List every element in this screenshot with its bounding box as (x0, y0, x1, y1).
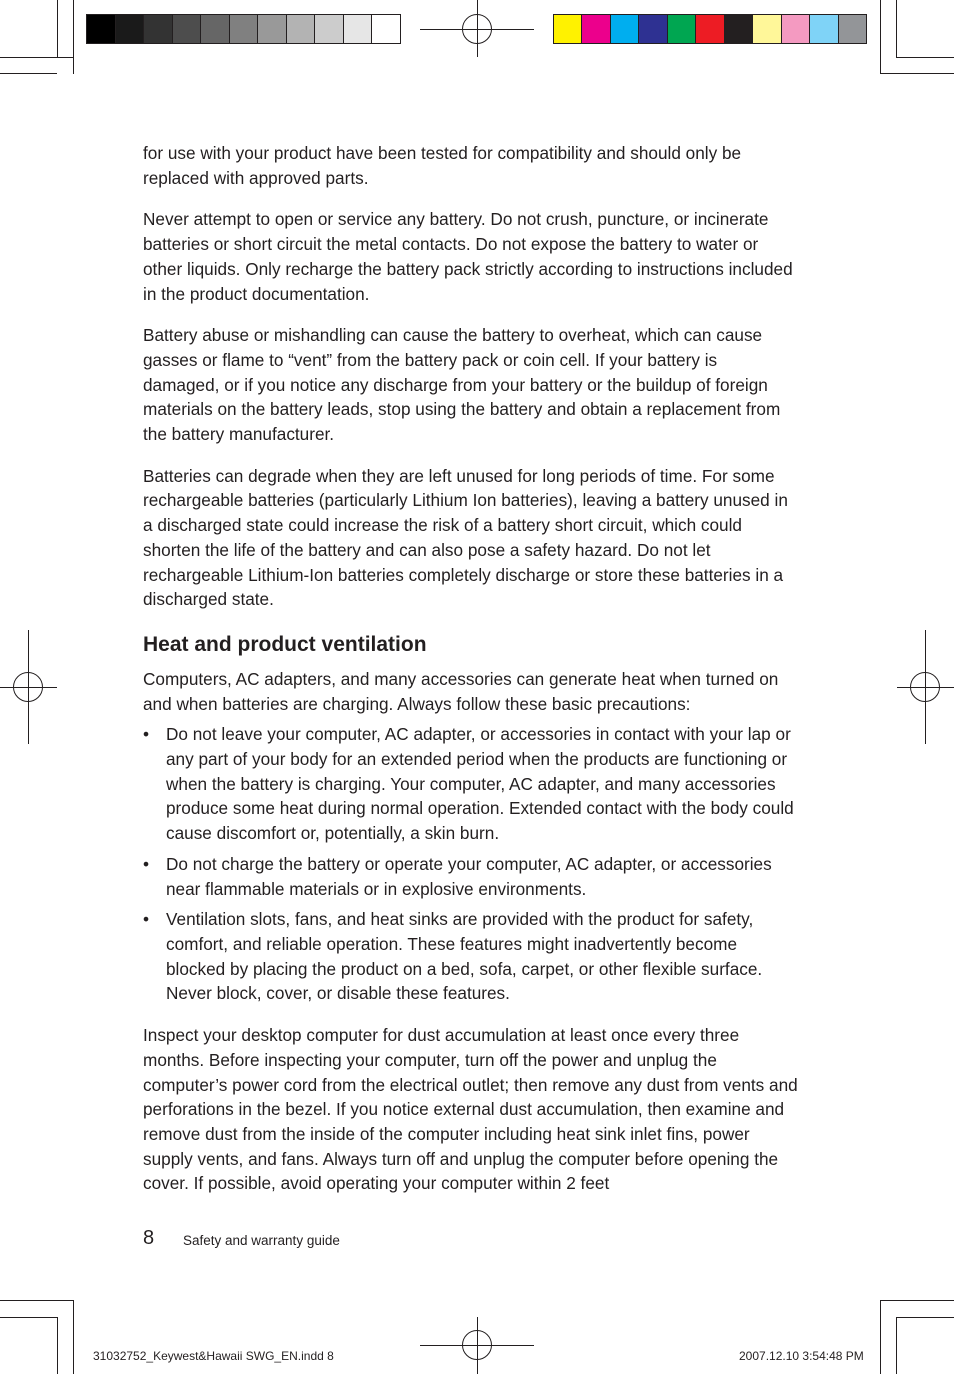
color-swatch (611, 15, 639, 43)
color-swatch (554, 15, 582, 43)
crop-mark (73, 0, 74, 74)
crop-mark (896, 1317, 954, 1318)
crop-mark (57, 0, 58, 57)
crop-mark (73, 1300, 74, 1374)
color-swatch (315, 15, 344, 43)
crop-mark (0, 1317, 57, 1318)
color-swatch (144, 15, 173, 43)
crop-mark (880, 1300, 881, 1374)
paragraph: Batteries can degrade when they are left unused for long periods of time. For some rechargeable batteries (particularly Lithium Ion batteries), leaving a battery unused in a discharged state could increase the risk of a battery short circuit, which could shorten the life of the battery and can also pose a safety hazard. Do not let rechargeable Lithium-Ion batteries completely discharge or store these batteries in a discharged state. (143, 465, 788, 610)
crop-mark (880, 73, 954, 74)
slug-timestamp: 2007.12.10 3:54:48 PM (739, 1349, 864, 1363)
color-swatch (782, 15, 810, 43)
paragraph: Never attempt to open or service any battery. Do not crush, puncture, or incinerate batteries or short circuit the metal contacts. Do not expose the battery to water or other liquids. Only recharge the battery pack strictly according to instructions included in the product documentation. (143, 209, 793, 304)
list-item-text: Ventilation slots, fans, and heat sinks are provided with the product for safety, comfort, and reliable operation. These features might inadvertently become blocked by placing the product on a bed, sofa, carpet, or other flexible surface. Never block, cover, or disable these features. (166, 909, 763, 1004)
color-swatch (582, 15, 610, 43)
color-swatch (287, 15, 316, 43)
color-swatch (753, 15, 781, 43)
color-swatch (668, 15, 696, 43)
bullet-icon: • (143, 853, 150, 874)
bullet-icon: • (143, 724, 150, 745)
bullet-icon: • (143, 909, 150, 930)
color-swatch (839, 15, 866, 43)
color-swatch (201, 15, 230, 43)
crop-mark (896, 0, 897, 57)
color-swatch (639, 15, 667, 43)
page-number: 8 (143, 1227, 155, 1249)
color-swatch (173, 15, 202, 43)
paragraph: Inspect your desktop computer for dust accumulation at least once every three months. Before inspecting your computer, turn off the power and unplug the computer’s power cord from the electrical outlet; then remove any dust from vents and perforations in the bezel. If you notice external dust accumulation, then examine and remove dust from the inside of the computer including heat sink inlet fins, power supply vents, and fans. Always turn off and unplug the computer before opening the cover. If possible, avoid operating your computer within 2 feet (143, 1025, 798, 1194)
color-swatch (230, 15, 259, 43)
color-swatch (116, 15, 145, 43)
slug-filename: 31032752_Keywest&Hawaii SWG_EN.indd 8 (93, 1349, 334, 1363)
color-swatch (87, 15, 116, 43)
crop-mark (0, 73, 57, 74)
list-item (143, 907, 798, 1006)
crop-mark (57, 1317, 58, 1374)
section-heading: Heat and product ventilation (143, 632, 427, 656)
color-swatch (810, 15, 838, 43)
color-swatch (696, 15, 724, 43)
color-swatch (344, 15, 373, 43)
crop-mark (880, 1300, 954, 1301)
list-item (143, 852, 798, 901)
footer-title: Safety and warranty guide (183, 1233, 340, 1248)
crop-mark (896, 57, 954, 58)
precautions-list (143, 722, 798, 1006)
list-item (143, 722, 798, 846)
page-content (143, 141, 798, 1213)
color-swatch (372, 15, 400, 43)
grayscale-color-bar (86, 14, 401, 44)
crop-mark (896, 1317, 897, 1374)
paragraph: Battery abuse or mishandling can cause the battery to overheat, which can cause gasses or flame to “vent” from the battery pack or coin cell. If your battery is damaged, or if you notice any discharge from your battery or the buildup of foreign materials on the battery leads, stop using the battery and obtain a replacement from the battery manufacturer. (143, 325, 781, 445)
crop-mark (0, 57, 74, 58)
process-color-bar (553, 14, 867, 44)
section-intro: Computers, AC adapters, and many accessories can generate heat when turned on and when batteries are charging. Always follow these basic precautions: (143, 668, 779, 714)
list-item-text: Do not leave your computer, AC adapter, or accessories in contact with your lap or any part of your body for an extended period when the products are functioning or when the battery is charging. Your computer, AC adapter, and many accessories produce some heat during normal operation. Extended contact with the body could cause discomfort or, potentially, a skin burn. (166, 724, 794, 844)
paragraph: for use with your product have been tested for compatibility and should only be replaced with approved parts. (143, 143, 742, 188)
color-swatch (258, 15, 287, 43)
crop-mark (880, 0, 881, 74)
crop-mark (0, 1300, 74, 1301)
color-swatch (725, 15, 753, 43)
list-item-text: Do not charge the battery or operate your computer, AC adapter, or accessories near flammable materials or in explosive environments. (166, 853, 772, 899)
